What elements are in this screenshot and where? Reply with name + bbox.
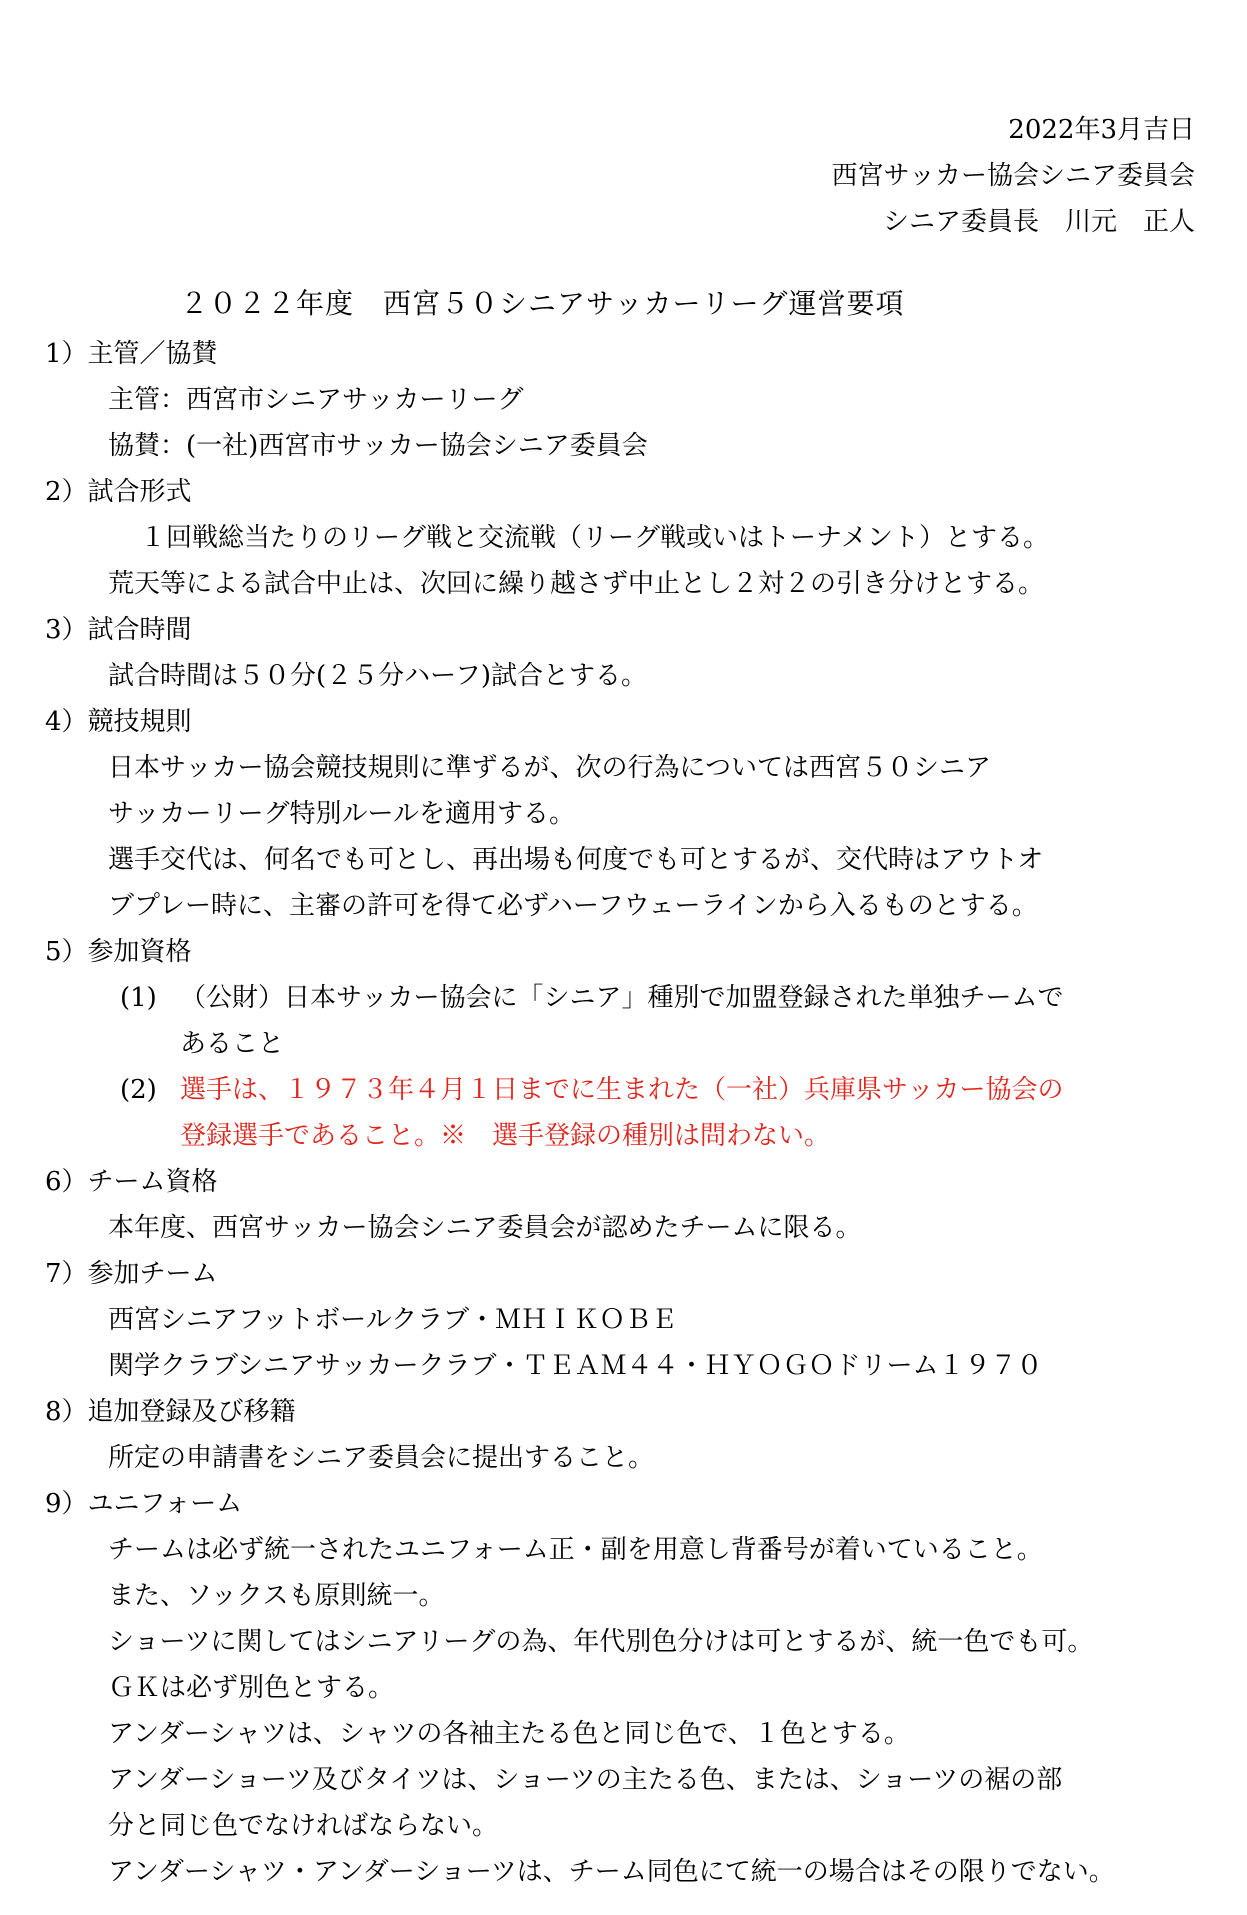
uniform-rule-line-9: い。 xyxy=(1062,1857,1115,1887)
section-4-line-1: 日本サッカー協会競技規則に準ずるが、次の行為については西宮５０シニア xyxy=(108,753,991,783)
uniform-rule-line-4: ＧＫは必ず別色とする。 xyxy=(108,1673,395,1703)
list-item-number-1: (1) xyxy=(120,983,157,1013)
section-heading-7: 7）参加チーム xyxy=(45,1259,218,1289)
section-heading-8: 8）追加登録及び移籍 xyxy=(45,1397,296,1427)
signer-name: シニア委員長 川元 正人 xyxy=(882,207,1195,237)
section-heading-9: 9）ユニフォーム xyxy=(45,1489,243,1519)
eligibility-item-2-line-2: 登録選手であること。※ 選手登録の種別は問わない。 xyxy=(180,1121,831,1151)
uniform-rule-line-7: 分と同じ色でなければならない。 xyxy=(108,1811,499,1841)
section-4-line-4: ブプレー時に、主審の許可を得て必ずハーフウェーラインから入るものとする。 xyxy=(108,891,1038,921)
section-heading-4: 4）競技規則 xyxy=(45,707,192,737)
section-6-line-1: 本年度、西宮サッカー協会シニア委員会が認めたチームに限る。 xyxy=(108,1213,862,1243)
section-1-line-2: 協賛：(一社)西宮市サッカー協会シニア委員会 xyxy=(108,431,648,461)
section-4-line-3: 選手交代は、何名でも可とし、再出場も何度でも可とするが、交代時はアウトオ xyxy=(108,845,1044,875)
section-2-line-1: １回戦総当たりのリーグ戦と交流戦（リーグ戦或いはトーナメント）とする。 xyxy=(140,523,1049,553)
team-list-line-2: 関学クラブシニアサッカークラブ・ＴＥＡＭ４４・ＨＹＯＧＯドリーム１９７０ xyxy=(108,1351,1043,1381)
document-title: ２０２２年度 西宮５０シニアサッカーリーグ運営要項 xyxy=(180,287,905,320)
section-8-line-1: 所定の申請書をシニア委員会に提出すること。 xyxy=(108,1443,655,1473)
section-2-line-2: 荒天等による試合中止は、次回に繰り越さず中止とし２対２の引き分けとする。 xyxy=(108,569,1045,599)
section-heading-1: 1）主管／協賛 xyxy=(45,339,218,369)
section-heading-3: 3）試合時間 xyxy=(45,615,192,645)
uniform-rule-line-5: アンダーシャツは、シャツの各袖主たる色と同じ色で、１色とする。 xyxy=(108,1719,910,1749)
document-date: 2022年3月吉日 xyxy=(1008,115,1195,145)
section-3-line-1: 試合時間は５０分(２５分ハーフ)試合とする。 xyxy=(108,661,647,691)
uniform-rule-line-3: ショーツに関してはシニアリーグの為、年代別色分けは可とするが、統一色でも可。 xyxy=(108,1627,1094,1657)
issuing-organization: 西宮サッカー協会シニア委員会 xyxy=(831,161,1195,191)
eligibility-item-2-line-1: 選手は、１９７３年４月１日までに生まれた（一社）兵庫県サッカー協会の xyxy=(180,1075,1064,1105)
section-1-line-1: 主管：西宮市シニアサッカーリーグ xyxy=(108,385,524,415)
uniform-rule-line-8: アンダーシャツ・アンダーショーツは、チーム同色にて統一の場合はその限りでない。 xyxy=(108,1857,1115,1887)
section-4-line-2: サッカーリーグ特別ルールを適用する。 xyxy=(108,799,575,829)
list-item-number-2: (2) xyxy=(120,1075,157,1105)
team-list-line-1: 西宮シニアフットボールクラブ・ＭＨＩＫＯＢＥ xyxy=(108,1305,678,1335)
eligibility-item-1-line-1: （公財）日本サッカー協会に「シニア」種別で加盟登録された単独チームで xyxy=(180,983,1064,1013)
uniform-rule-line-1: チームは必ず統一されたユニフォーム正・副を用意し背番号が着いていること。 xyxy=(108,1535,1043,1565)
section-heading-2: 2）試合形式 xyxy=(45,477,192,507)
uniform-rule-line-2: また、ソックスも原則統一。 xyxy=(108,1581,445,1611)
eligibility-item-1-line-2: あること xyxy=(180,1029,285,1059)
section-heading-5: 5）参加資格 xyxy=(45,937,192,967)
uniform-rule-line-6: アンダーショーツ及びタイツは、ショーツの主たる色、または、ショーツの裾の部 xyxy=(108,1765,1063,1795)
section-heading-6: 6）チーム資格 xyxy=(45,1167,218,1197)
